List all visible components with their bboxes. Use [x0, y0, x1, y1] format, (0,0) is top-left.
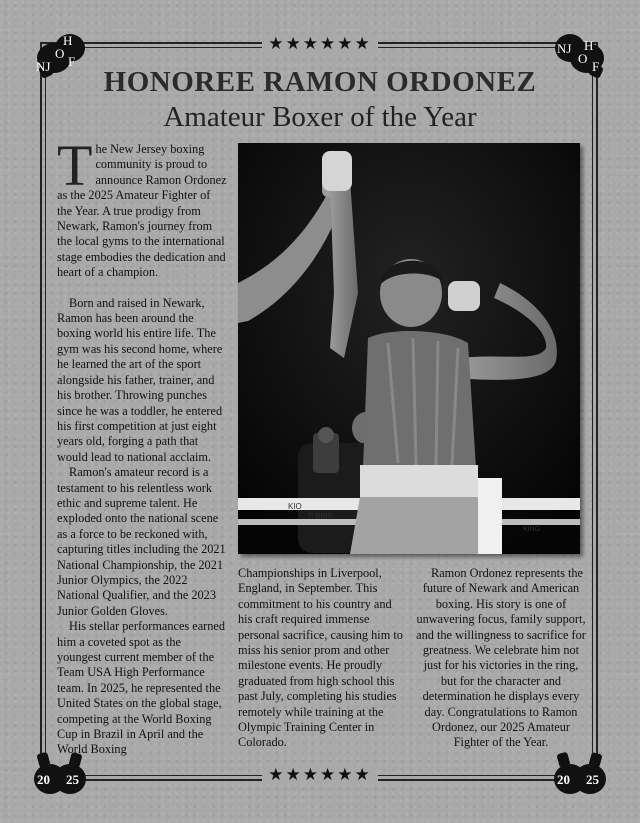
paragraph-text: he New Jersey boxing community is proud to announce Ramon Ordonez as the 2025 Amateur Fighter of the Year. A true prodigy from Newark, Ramon's journey from the local gyms to the international stage embodies the dedication and heart of a champion. — [57, 142, 227, 280]
drop-cap: T — [57, 133, 93, 198]
logo-text-o: O — [55, 46, 65, 61]
star-icons: ★★★★★★ — [262, 34, 377, 53]
article-column-1 — [57, 133, 227, 758]
article-paragraph-3: Ramon's amateur record is a testament to his relentless work ethic and supreme talent. He exploded onto the national scene as a force to be reckoned with, capturing titles including the 2021 National Championship, the 2021 Junior Olympics, the 2022 National Qualifier, and the 2023 Junior Golden Gloves. — [57, 465, 226, 618]
article-column-2 — [238, 566, 406, 751]
logo-text-o: O — [578, 51, 588, 66]
rope-text: T' RING — [308, 513, 334, 520]
rope-text: KING — [523, 526, 541, 533]
photo-illustration — [238, 143, 580, 554]
logo-text-25: 25 — [586, 772, 599, 787]
page-title: HONOREE RAMON ORDONEZ — [103, 66, 537, 98]
article-column-3 — [416, 566, 586, 751]
logo-text-nj: NJ — [557, 41, 572, 56]
top-star-row — [0, 34, 640, 56]
logo-text-h: H — [63, 33, 73, 48]
article-paragraph-2: Born and raised in Newark, Ramon has been around the boxing world his entire life. The gym was his second home, where he learned the art of the sport alongside his father, trainer, and his brother. Throwing punches since he was a toddler, he entered his first competition at just eight years old, forging a path that would lead to national acclaim. — [57, 295, 223, 464]
article-paragraph-1 — [57, 133, 227, 281]
article-paragraph-6: Ramon Ordonez represents the future of Newark and American boxing. His story is one of unwavering focus, family support, and the willingness to sacrifice for greatness. We celebrate him not just for his victories in the ring, but for the character and determination he displays every day. Congratulations to Ramon Ordonez, our 2025 Amateur Fighter of the Year. — [416, 566, 586, 750]
logo-text-f: F — [592, 59, 600, 74]
logo-text-20: 20 — [557, 772, 570, 787]
rope-text: KIO — [288, 502, 302, 511]
boxer-photo — [238, 143, 580, 554]
page-subtitle: Amateur Boxer of the Year — [163, 101, 477, 133]
logo-text-20: 20 — [37, 772, 50, 787]
logo-text-25: 25 — [66, 772, 79, 787]
logo-text-h: H — [584, 38, 594, 53]
logo-text-f: F — [68, 54, 76, 69]
logo-text-nj: NJ — [36, 59, 51, 74]
star-icons: ★★★★★★ — [262, 765, 377, 784]
article-paragraph-5: Championships in Liverpool, England, in September. This commitment to his country and his craft required immense personal sacrifice, causing him to miss his senior prom and other milestone events. He proudly graduated from high school this past July, completing his studies remotely while training at the Olympic Training Center in Colorado. — [238, 566, 403, 750]
bottom-star-row — [0, 765, 640, 787]
article-paragraph-4: His stellar performances earned him a coveted spot as the youngest current member of the Team USA High Performance team. In 2025, he represented the United States on the global stage, competing at the World Boxing Cup in Brazil in April and the World Boxing — [57, 619, 226, 757]
